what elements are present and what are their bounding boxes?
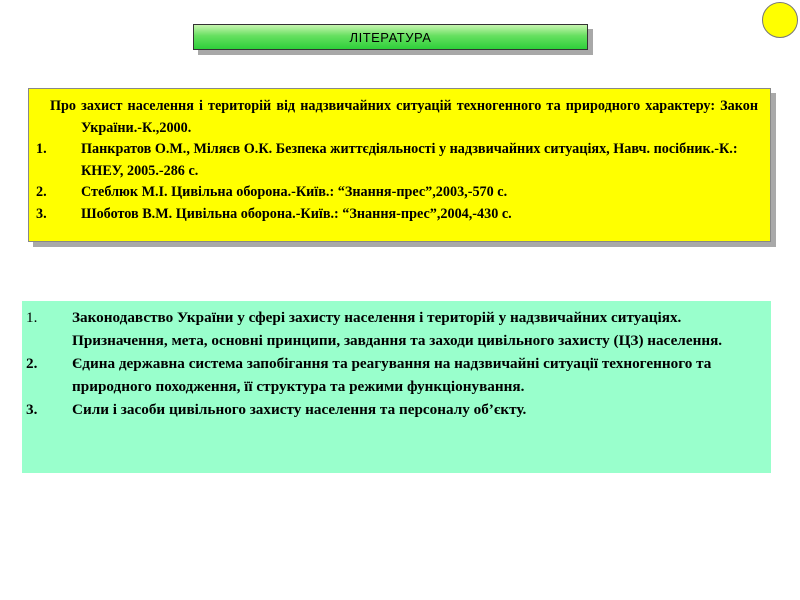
literature-item-text: Шоботов В.М. Цивільна оборона.-Київ.: “Знання-прес”,2004,-430 с. xyxy=(81,205,512,222)
topic-item xyxy=(26,352,761,398)
section-title-bar xyxy=(193,24,588,50)
literature-item-text: Панкратов О.М., Міляєв О.К. Безпека життєдіяльності у надзвичайних ситуаціях, Навч. посібник.-К.: КНЕУ, 2005.-286 с. xyxy=(81,141,738,179)
topic-item-number: 2. xyxy=(26,355,38,372)
literature-item-number: 1. xyxy=(36,141,47,157)
topic-item xyxy=(26,398,761,421)
topic-item-text: Сили і засоби цивільного захисту населення та персоналу об’єкту. xyxy=(72,401,527,418)
literature-list xyxy=(28,88,771,242)
literature-item-number: 3. xyxy=(36,205,47,222)
literature-intro: Про захист населення і територій від надзвичайних ситуацій техногенного та природного характеру: Закон України.-К.,2000. xyxy=(50,98,758,136)
literature-item xyxy=(36,139,758,182)
topic-item-text: Єдина державна система запобігання та реагування на надзвичайні ситуації техногенного та природного походження, її структура та режими функціонування. xyxy=(72,355,712,395)
section-title: ЛІТЕРАТУРА xyxy=(349,29,432,45)
literature-item xyxy=(36,204,758,226)
topics-list xyxy=(22,301,771,473)
literature-item xyxy=(36,182,758,204)
literature-item-text: Стеблюк М.І. Цивільна оборона.-Київ.: “Знання-прес”,2003,-570 с. xyxy=(81,184,508,200)
topic-item xyxy=(26,306,761,352)
literature-item-number: 2. xyxy=(36,184,47,200)
topic-item-text: Законодавство України у сфері захисту населення і територій у надзвичайних ситуаціях. Призначення, мета, основні принципи, завдання та заходи цивільного захисту (ЦЗ) населення. xyxy=(72,309,723,349)
topic-item-number: 3. xyxy=(26,401,38,418)
topic-item-number: 1. xyxy=(26,309,38,326)
yellow-circle-icon xyxy=(762,2,798,38)
